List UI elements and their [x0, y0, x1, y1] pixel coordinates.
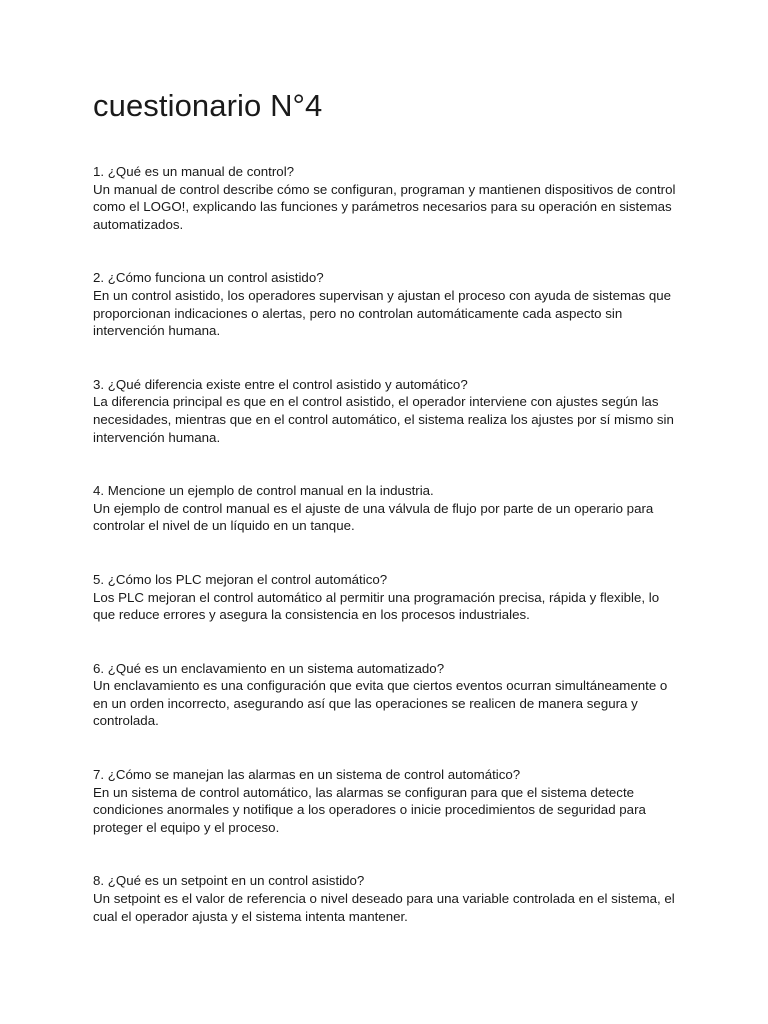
question-list	[93, 163, 683, 925]
question-text: 3. ¿Qué diferencia existe entre el control asistido y automático?	[93, 376, 468, 392]
question-item-8	[93, 872, 683, 925]
question-item-3	[93, 376, 683, 446]
answer-text: Un enclavamiento es una configuración que evita que ciertos eventos ocurran simultáneamente o en un orden incorrecto, asegurando así que las operaciones se realicen de manera segura y controlada.	[93, 678, 668, 729]
answer-text: En un sistema de control automático, las alarmas se configuran para que el sistema detecte condiciones anormales y notifique a los operadores o inicie procedimientos de seguridad para proteger el equipo y el proceso.	[93, 784, 646, 835]
question-text: 2. ¿Cómo funciona un control asistido?	[93, 270, 324, 286]
document-page	[93, 86, 683, 961]
question-item-6	[93, 660, 683, 730]
question-item-2	[93, 269, 683, 339]
question-text: 8. ¿Qué es un setpoint en un control asistido?	[93, 873, 365, 889]
question-text: 1. ¿Qué es un manual de control?	[93, 164, 295, 179]
question-item-5	[93, 571, 683, 624]
question-text: 4. Mencione un ejemplo de control manual en la industria.	[93, 483, 434, 499]
answer-text: En un control asistido, los operadores supervisan y ajustan el proceso con ayuda de sistemas que proporcionan indicaciones o alertas, pero no controlan automáticamente cada aspecto sin intervención humana.	[93, 287, 672, 339]
answer-text: La diferencia principal es que en el control asistido, el operador interviene con ajustes según las necesidades, mientras que en el control automático, el sistema realiza los ajustes por sí mismo sin intervención humana.	[93, 394, 674, 445]
question-item-4	[93, 482, 683, 535]
question-text: 5. ¿Cómo los PLC mejoran el control automático?	[93, 571, 388, 587]
answer-text: Un setpoint es el valor de referencia o nivel deseado para una variable controlada en el sistema, el cual el operador ajusta y el sistema intenta mantener.	[93, 891, 675, 924]
question-text: 6. ¿Qué es un enclavamiento en un sistema automatizado?	[93, 660, 445, 676]
answer-text: Un manual de control describe cómo se configuran, programan y mantienen dispositivos de control como el LOGO!, explicando las funciones y parámetros necesarios para su operación en sistemas automatizados.	[93, 181, 676, 232]
document-title: cuestionario N°4	[93, 88, 323, 123]
question-item-1	[93, 163, 683, 233]
answer-text: Los PLC mejoran el control automático al permitir una programación precisa, rápida y flexible, lo que reduce errores y asegura la consistencia en los procesos industriales.	[93, 589, 660, 623]
question-item-7	[93, 766, 683, 836]
question-text: 7. ¿Cómo se manejan las alarmas en un sistema de control automático?	[93, 767, 521, 783]
answer-text: Un ejemplo de control manual es el ajuste de una válvula de flujo por parte de un operario para controlar el nivel de un líquido en un tanque.	[93, 500, 654, 534]
